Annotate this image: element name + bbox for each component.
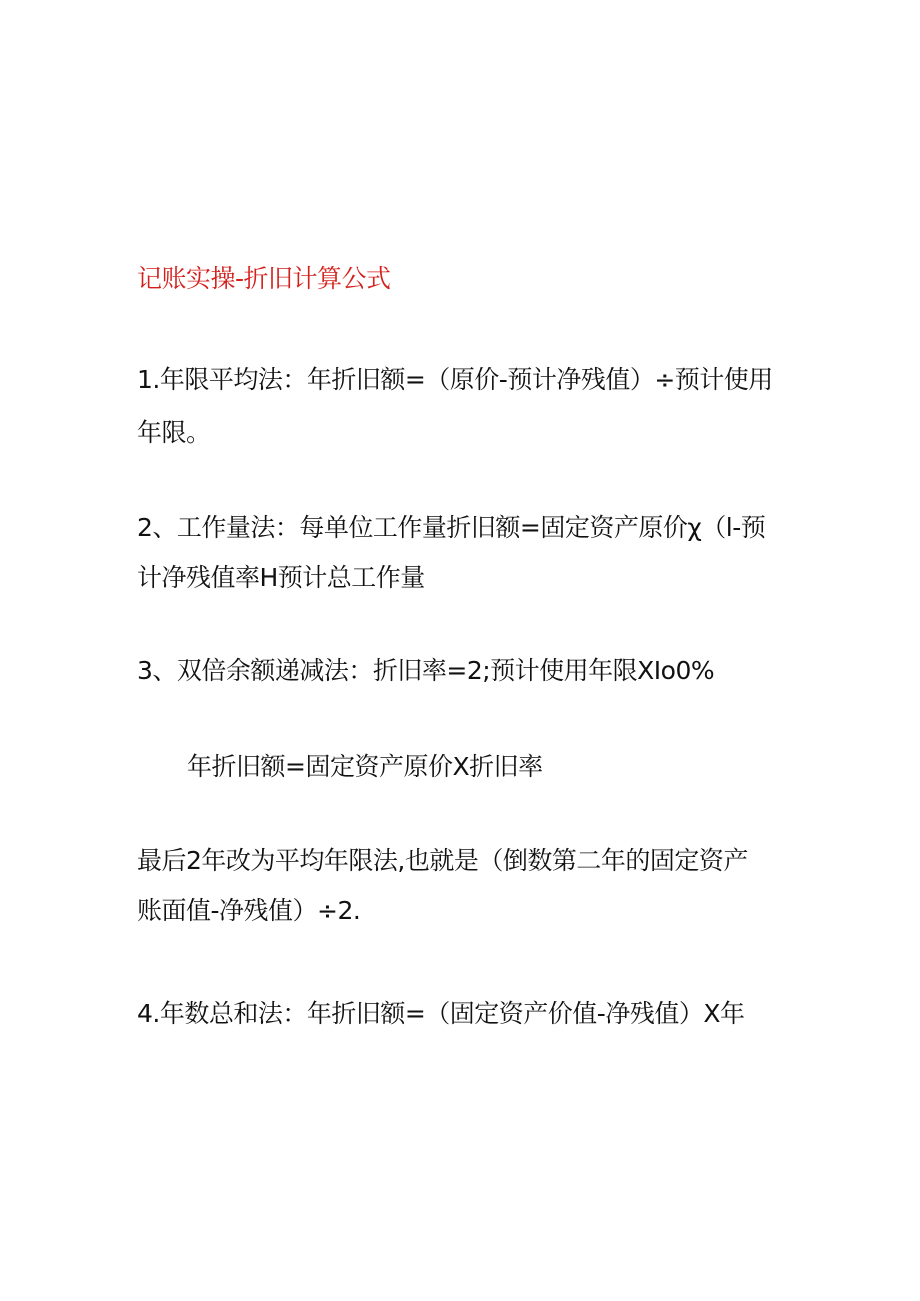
- method-2-line-1: 2、工作量法：每单位工作量折旧额=固定资产原价χ（l-预: [137, 513, 766, 542]
- method-2-line-2: 计净残值率H预计总工作量: [137, 563, 425, 592]
- method-3-note-line-1: 最后2年改为平均年限法,也就是（倒数第二年的固定资产: [137, 846, 748, 875]
- method-4-line-1: 4.年数总和法：年折旧额=（固定资产价值-净残值）X年: [137, 999, 745, 1028]
- document-title: 记账实操-折旧计算公式: [137, 264, 391, 293]
- method-3-note-line-2: 账面值-净残值）÷2.: [137, 896, 361, 925]
- method-3-line-1: 3、双倍余额递减法：折旧率=2;预计使用年限XIo0%: [137, 656, 715, 685]
- method-1-line-1: 1.年限平均法：年折旧额=（原价-预计净残值）÷预计使用: [137, 365, 773, 394]
- method-1-line-2: 年限。: [137, 418, 211, 447]
- method-3-formula: 年折旧额=固定资产原价X折旧率: [187, 752, 543, 781]
